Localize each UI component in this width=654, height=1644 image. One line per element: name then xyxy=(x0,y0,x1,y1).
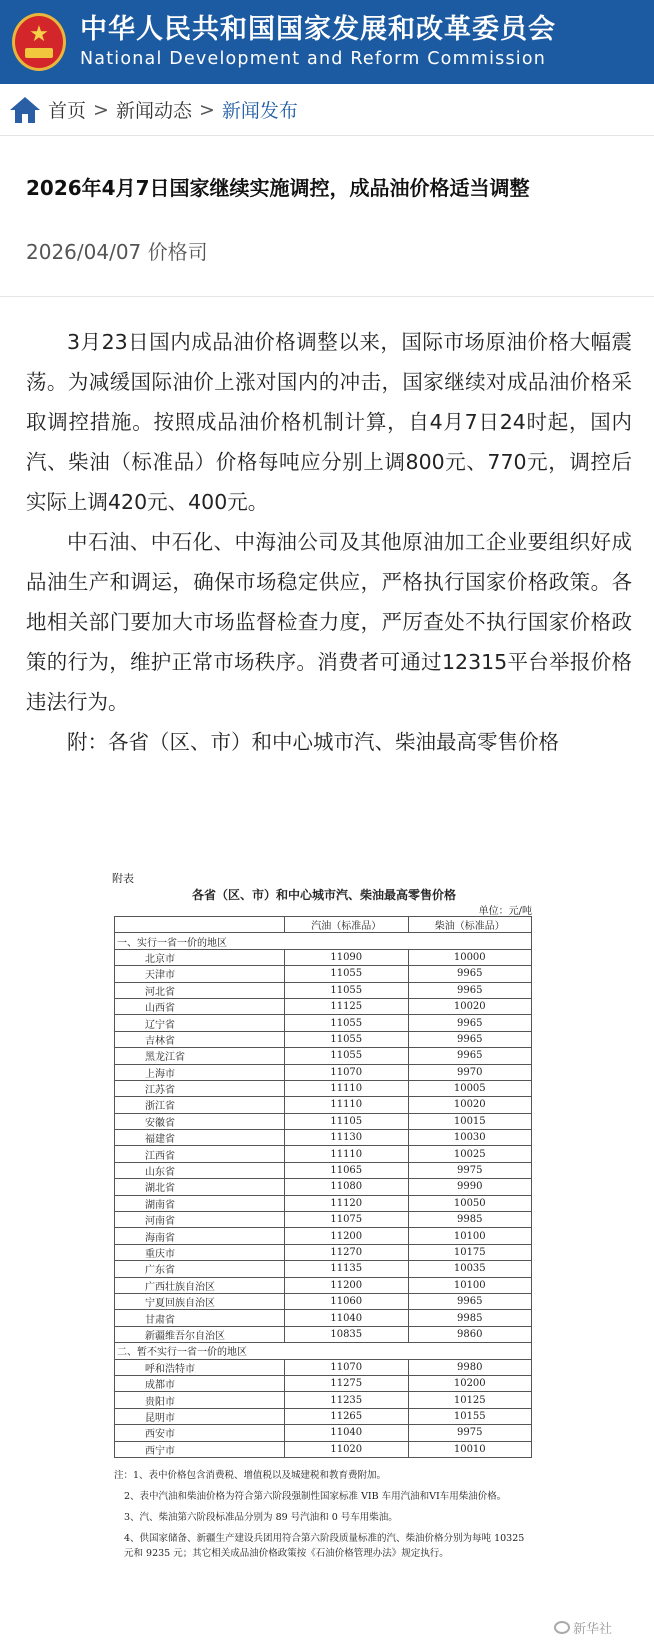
table-row xyxy=(115,1261,532,1277)
diesel-price-cell: 9975 xyxy=(408,1162,532,1178)
region-cell: 山东省 xyxy=(115,1162,285,1178)
table-row xyxy=(115,1359,532,1375)
gasoline-price-cell: 11090 xyxy=(285,949,409,965)
region-cell: 宁夏回族自治区 xyxy=(115,1293,285,1309)
region-cell: 吉林省 xyxy=(115,1031,285,1047)
gasoline-price-cell: 11135 xyxy=(285,1261,409,1277)
table-row xyxy=(115,1408,532,1424)
appendix-label: 附表 xyxy=(112,872,134,885)
gasoline-price-cell: 11110 xyxy=(285,1146,409,1162)
home-icon[interactable] xyxy=(8,95,42,125)
table-header-gasoline: 汽油（标准品） xyxy=(285,917,409,933)
region-cell: 江苏省 xyxy=(115,1080,285,1096)
article-meta xyxy=(26,236,208,265)
diesel-price-cell: 9965 xyxy=(408,1048,532,1064)
diesel-price-cell: 10020 xyxy=(408,1097,532,1113)
diesel-price-cell: 9860 xyxy=(408,1326,532,1342)
gasoline-price-cell: 10835 xyxy=(285,1326,409,1342)
watermark xyxy=(554,1618,612,1637)
diesel-price-cell: 9985 xyxy=(408,1310,532,1326)
diesel-price-cell: 10030 xyxy=(408,1130,532,1146)
region-cell: 江西省 xyxy=(115,1146,285,1162)
region-cell: 湖南省 xyxy=(115,1195,285,1211)
table-title: 各省（区、市）和中心城市汽、柴油最高零售价格 xyxy=(191,888,456,902)
gasoline-price-cell: 11055 xyxy=(285,982,409,998)
table-row xyxy=(115,1031,532,1047)
region-cell: 安徽省 xyxy=(115,1113,285,1129)
diesel-price-cell: 9965 xyxy=(408,1015,532,1031)
site-title-cn: 中华人民共和国国家发展和改革委员会 xyxy=(80,14,556,45)
diesel-price-cell: 9965 xyxy=(408,1031,532,1047)
breadcrumb-current[interactable]: 新闻发布 xyxy=(221,100,298,122)
region-cell: 河南省 xyxy=(115,1212,285,1228)
diesel-price-cell: 9970 xyxy=(408,1064,532,1080)
diesel-price-cell: 10010 xyxy=(408,1441,532,1457)
gasoline-price-cell: 11110 xyxy=(285,1080,409,1096)
gasoline-price-cell: 11235 xyxy=(285,1392,409,1408)
breadcrumb-separator: > xyxy=(93,98,109,121)
table-section-row xyxy=(115,933,532,949)
table-header-region xyxy=(115,917,285,933)
table-row xyxy=(115,1326,532,1342)
table-row xyxy=(115,1179,532,1195)
diesel-price-cell: 10175 xyxy=(408,1244,532,1260)
region-cell: 山西省 xyxy=(115,998,285,1014)
site-title[interactable] xyxy=(80,14,556,70)
diesel-price-cell: 9965 xyxy=(408,966,532,982)
gasoline-price-cell: 11065 xyxy=(285,1162,409,1178)
diesel-price-cell: 9980 xyxy=(408,1359,532,1375)
gasoline-price-cell: 11040 xyxy=(285,1310,409,1326)
diesel-price-cell: 10200 xyxy=(408,1375,532,1391)
gasoline-price-cell: 11060 xyxy=(285,1293,409,1309)
table-row xyxy=(115,1392,532,1408)
table-row xyxy=(115,1146,532,1162)
table-row xyxy=(115,1228,532,1244)
table-note: 注：1、表中价格包含消费税、增值税以及城建税和教育费附加。 xyxy=(114,1470,387,1481)
table-row xyxy=(115,1113,532,1129)
gasoline-price-cell: 11070 xyxy=(285,1359,409,1375)
divider xyxy=(0,296,654,297)
article-body xyxy=(26,322,632,762)
table-row xyxy=(115,1310,532,1326)
gasoline-price-cell: 11130 xyxy=(285,1130,409,1146)
region-cell: 浙江省 xyxy=(115,1097,285,1113)
table-row xyxy=(115,1015,532,1031)
site-title-en: National Development and Reform Commission xyxy=(80,49,547,69)
gasoline-price-cell: 11270 xyxy=(285,1244,409,1260)
table-section-label: 一、实行一省一价的地区 xyxy=(115,933,532,949)
table-row xyxy=(115,1425,532,1441)
price-table-image xyxy=(104,862,544,1642)
article-title: 2026年4月7日国家继续实施调控，成品油价格适当调整 xyxy=(26,176,530,200)
breadcrumb-separator: > xyxy=(198,98,215,121)
region-cell: 西宁市 xyxy=(115,1441,285,1457)
region-cell: 昆明市 xyxy=(115,1408,285,1424)
region-cell: 北京市 xyxy=(115,949,285,965)
table-row xyxy=(115,1097,532,1113)
gasoline-price-cell: 11055 xyxy=(285,966,409,982)
diesel-price-cell: 10015 xyxy=(408,1113,532,1129)
region-cell: 广西壮族自治区 xyxy=(115,1277,285,1293)
gasoline-price-cell: 11020 xyxy=(285,1441,409,1457)
table-row xyxy=(115,998,532,1014)
gasoline-price-cell: 11055 xyxy=(285,1015,409,1031)
diesel-price-cell: 9965 xyxy=(408,982,532,998)
gasoline-price-cell: 11120 xyxy=(285,1195,409,1211)
table-row xyxy=(115,982,532,998)
table-note: 4、供国家储备、新疆生产建设兵团用符合第六阶段质量标准的汽、柴油价格分别为每吨 10325 元和 9235 元；其它相关成品油价格政策按《石油价格管理办法》规定执行。 xyxy=(124,1533,525,1559)
region-cell: 甘肃省 xyxy=(115,1310,285,1326)
diesel-price-cell: 10155 xyxy=(408,1408,532,1424)
table-row xyxy=(115,1277,532,1293)
diesel-price-cell: 9985 xyxy=(408,1212,532,1228)
breadcrumb xyxy=(0,84,654,136)
gasoline-price-cell: 11040 xyxy=(285,1425,409,1441)
table-row xyxy=(115,1244,532,1260)
table-header-diesel: 柴油（标准品） xyxy=(408,917,532,933)
region-cell: 呼和浩特市 xyxy=(115,1359,285,1375)
table-row xyxy=(115,1064,532,1080)
table-unit: 单位：元/吨 xyxy=(478,906,532,917)
table-row xyxy=(115,1195,532,1211)
gasoline-price-cell: 11275 xyxy=(285,1375,409,1391)
national-emblem-icon: ★ xyxy=(12,13,66,71)
region-cell: 新疆维吾尔自治区 xyxy=(115,1326,285,1342)
diesel-price-cell: 10035 xyxy=(408,1261,532,1277)
diesel-price-cell: 10000 xyxy=(408,949,532,965)
diesel-price-cell: 10025 xyxy=(408,1146,532,1162)
gasoline-price-cell: 11055 xyxy=(285,1031,409,1047)
table-row xyxy=(115,1048,532,1064)
region-cell: 海南省 xyxy=(115,1228,285,1244)
watermark-text: 新华社 xyxy=(573,1622,613,1637)
table-header-row xyxy=(115,917,532,933)
diesel-price-cell: 9990 xyxy=(408,1179,532,1195)
diesel-price-cell: 10020 xyxy=(408,998,532,1014)
table-note: 3、汽、柴油第六阶段标准品分别为 89 号汽油和 0 号车用柴油。 xyxy=(124,1512,398,1523)
diesel-price-cell: 9965 xyxy=(408,1293,532,1309)
table-notes xyxy=(114,1468,534,1567)
gasoline-price-cell: 11075 xyxy=(285,1212,409,1228)
table-row xyxy=(115,1162,532,1178)
region-cell: 重庆市 xyxy=(115,1244,285,1260)
site-header xyxy=(0,0,654,84)
table-section-label: 二、暂不实行一省一价的地区 xyxy=(115,1343,532,1359)
table-section-row xyxy=(115,1343,532,1359)
diesel-price-cell: 10050 xyxy=(408,1195,532,1211)
table-row xyxy=(115,1375,532,1391)
region-cell: 天津市 xyxy=(115,966,285,982)
price-table xyxy=(114,916,532,1458)
diesel-price-cell: 10005 xyxy=(408,1080,532,1096)
table-row xyxy=(115,1080,532,1096)
diesel-price-cell: 10100 xyxy=(408,1228,532,1244)
gasoline-price-cell: 11110 xyxy=(285,1097,409,1113)
region-cell: 黑龙江省 xyxy=(115,1048,285,1064)
region-cell: 贵阳市 xyxy=(115,1392,285,1408)
gasoline-price-cell: 11200 xyxy=(285,1228,409,1244)
article-paragraph: 3月23日国内成品油价格调整以来，国际市场原油价格大幅震荡。为减缓国际油价上涨对国内的冲击，国家继续对成品油价格采取调控措施。按照成品油价格机制计算，自4月7日24时起，国内汽、柴油（标准品）价格每吨应分别上调800元、770元，调控后实际上调420元、400元。 xyxy=(26,330,632,514)
region-cell: 福建省 xyxy=(115,1130,285,1146)
region-cell: 河北省 xyxy=(115,982,285,998)
article-department: 价格司 xyxy=(147,240,208,264)
region-cell: 辽宁省 xyxy=(115,1015,285,1031)
weibo-icon xyxy=(554,1621,570,1634)
table-note: 2、表中汽油和柴油价格为符合第六阶段强制性国家标准 VIB 车用汽油和VI车用柴油价格。 xyxy=(124,1491,507,1502)
diesel-price-cell: 10125 xyxy=(408,1392,532,1408)
table-row xyxy=(115,1212,532,1228)
region-cell: 湖北省 xyxy=(115,1179,285,1195)
table-row xyxy=(115,949,532,965)
table-row xyxy=(115,1293,532,1309)
article-paragraph: 中石油、中石化、中海油公司及其他原油加工企业要组织好成品油生产和调运，确保市场稳定供应，严格执行国家价格政策。各地相关部门要加大市场监督检查力度，严厉查处不执行国家价格政策的行为，维护正常市场秩序。消费者可通过12315平台举报价格违法行为。 xyxy=(26,530,632,714)
diesel-price-cell: 9975 xyxy=(408,1425,532,1441)
gasoline-price-cell: 11125 xyxy=(285,998,409,1014)
gasoline-price-cell: 11055 xyxy=(285,1048,409,1064)
region-cell: 成都市 xyxy=(115,1375,285,1391)
gasoline-price-cell: 11265 xyxy=(285,1408,409,1424)
gasoline-price-cell: 11070 xyxy=(285,1064,409,1080)
gasoline-price-cell: 11080 xyxy=(285,1179,409,1195)
diesel-price-cell: 10100 xyxy=(408,1277,532,1293)
region-cell: 广东省 xyxy=(115,1261,285,1277)
table-row xyxy=(115,1441,532,1457)
article-date: 2026/04/07 xyxy=(26,240,142,264)
table-row xyxy=(115,1130,532,1146)
region-cell: 西安市 xyxy=(115,1425,285,1441)
region-cell: 上海市 xyxy=(115,1064,285,1080)
table-row xyxy=(115,966,532,982)
attachment-caption: 附：各省（区、市）和中心城市汽、柴油最高零售价格 xyxy=(67,730,559,754)
gasoline-price-cell: 11200 xyxy=(285,1277,409,1293)
breadcrumb-home[interactable]: 首页 xyxy=(48,100,87,122)
breadcrumb-news[interactable]: 新闻动态 xyxy=(115,100,192,122)
gasoline-price-cell: 11105 xyxy=(285,1113,409,1129)
